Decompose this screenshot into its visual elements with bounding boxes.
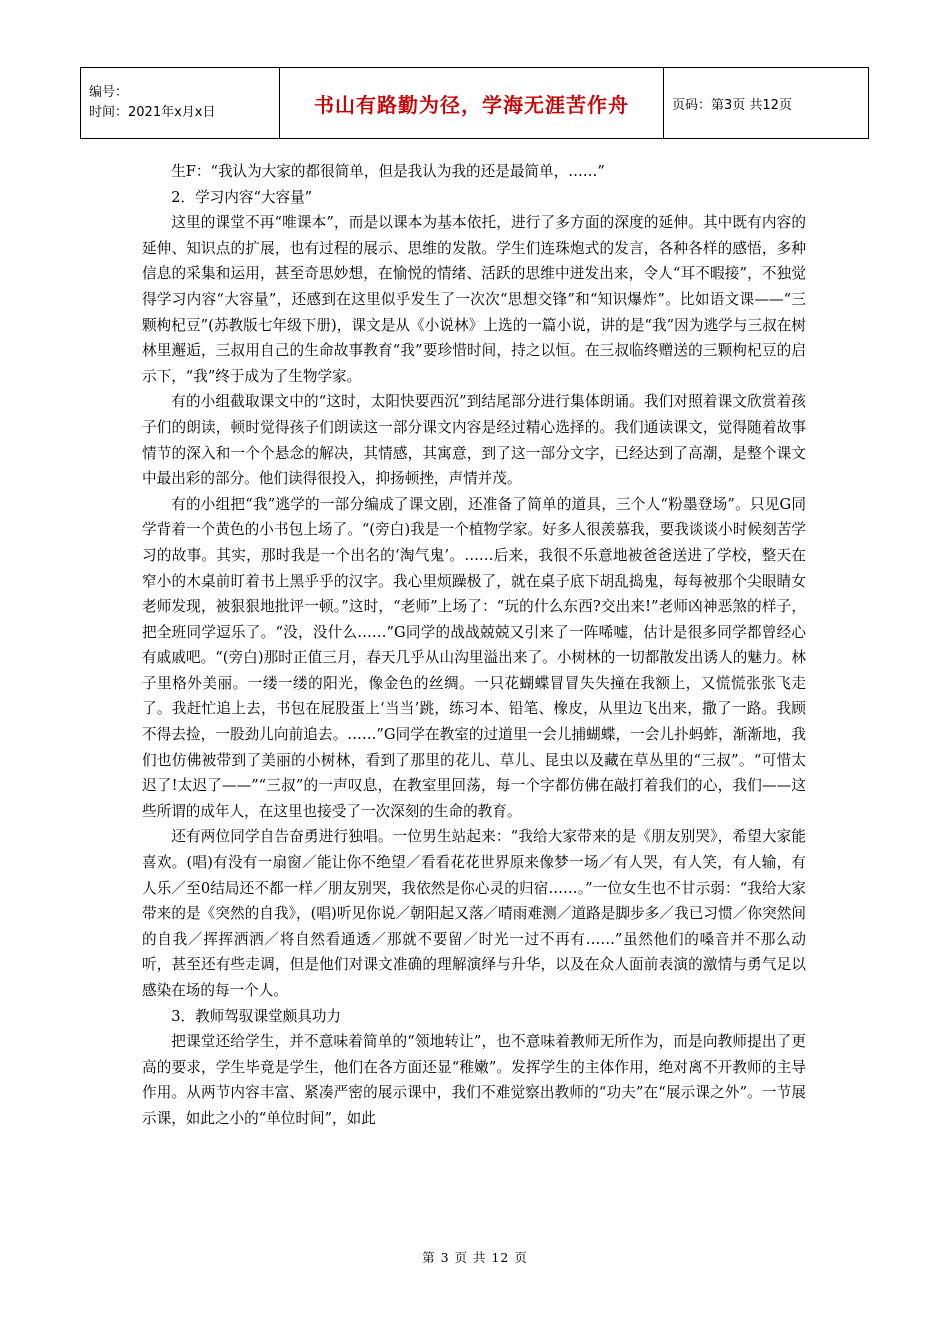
document-time-label: 时间：2021年x月x日 (89, 105, 216, 120)
page-footer: 第 3 页 共 12 页 (422, 1250, 528, 1265)
header-info-cell (81, 68, 280, 139)
section-heading-2: 2．学习内容“大容量” (171, 188, 313, 206)
paragraph-content-extension: 这里的课堂不再“唯课本”，而是以课本为基本依托，进行了多方面的深度的延伸。其中既有内容的延伸、知识点的扩展，也有过程的展示、思维的发散。学生们连珠炮式的发言，各种各样的感悟，多种信息的采集和运用，甚至奇思妙想，在愉悦的情绪、活跃的思维中迸发出来，令人“耳不暇接”，不独觉得学习内容“大容量”，还感到在这里似乎发生了一次次“思想交锋”和“知识爆炸”。比如语文课——“三颗枸杞豆”(苏教版七年级下册)，课文是从《小说林》上选的一篇小说，讲的是“我”因为逃学与三叔在树林里邂逅，三叔用自己的生命故事教育“我”要珍惜时间，持之以恒。在三叔临终赠送的三颗枸杞豆的启示下，“我”终于成为了生物学家。 (142, 214, 806, 385)
header-motto: 书山有路勤为径，学海无涯苦作舟 (314, 92, 629, 117)
paragraph-group-recitation: 有的小组截取课文中的“这时，太阳快要西沉”到结尾部分进行集体朗诵。我们对照着课文欣赏着孩子们的朗读，顿时觉得孩子们朗读这一部分课文内容是经过精心选择的。我们通读课文，觉得随着故事情节的深入和一个个悬念的解决，其情感，其寓意，到了这一部分文字，已经达到了高潮，是整个课文中最出彩的部分。他们读得很投入，抑扬顿挫，声情并茂。 (142, 393, 806, 488)
paragraph-solo-singing: 还有两位同学自告奋勇进行独唱。一位男生站起来：“我给大家带来的是《朋友别哭》，希望大家能喜欢。(唱)有没有一扇窗／能让你不绝望／看看花花世界原来像梦一场／有人哭，有人笑，有人输，有人乐／至0结局还不都一样／朋友别哭，我依然是你心灵的归宿……。”一位女生也不甘示弱：“我给大家带来的是《突然的自我》，(唱)听见你说／朝阳起又落／晴雨难测／道路是脚步多／我已习惯／你突然间的自我／挥挥洒洒／将自然看通透／那就不要留／时光一过不再有……”虽然他们的嗓音并不那么动听，甚至还有些走调，但是他们对课文准确的理解演绎与升华，以及在众人面前表演的激情与勇气足以感染在场的每一个人。 (142, 828, 806, 999)
section-heading-3: 3．教师驾驭课堂颇具功力 (171, 1007, 342, 1025)
document-body (142, 159, 806, 1132)
paragraph-student-f: 生F：“我认为大家的都很简单，但是我认为我的还是最简单，……” (171, 163, 605, 180)
header-page-cell (664, 68, 869, 139)
header-table (80, 67, 869, 139)
document-number-label: 编号： (89, 85, 129, 100)
header-motto-cell (280, 68, 664, 139)
paragraph-teacher-role: 把课堂还给学生，并不意味着简单的“领地转让”，也不意味着教师无所作为，而是向教师提出了更高的要求，学生毕竟是学生，他们在各方面还显“稚嫩”。发挥学生的主体作用，绝对离不开教师的主导作用。从两节内容丰富、紧凑严密的展示课中，我们不难觉察出教师的“功夫”在“展示课之外”。一节展示课，如此之小的“单位时间”，如此 (142, 1033, 806, 1127)
paragraph-classroom-drama: 有的小组把“我”逃学的一部分编成了课文剧，还准备了简单的道具，三个人“粉墨登场”。只见G同学背着一个黄色的小书包上场了。“(旁白)我是一个植物学家。好多人很羡慕我，要我谈谈小时候刻苦学习的故事。其实，那时我是一个出名的‘淘气鬼’。……后来，我很不乐意地被爸爸送进了学校，整天在窄小的木桌前盯着书上黑乎乎的汉字。我心里烦躁极了，就在桌子底下胡乱捣鬼，每每被那个尖眼睛女老师发现，被狠狠地批评一顿。”这时，“老师”上场了：“玩的什么东西?交出来!”老师凶神恶煞的样子，把全班同学逗乐了。“没，没什么……”G同学的战战兢兢又引来了一阵唏嘘，估计是很多同学都曾经心有戚戚吧。“(旁白)那时正值三月，春天几乎从山沟里溢出来了。小树林的一切都散发出诱人的魅力。林子里格外美丽。一缕一缕的阳光，像金色的丝绸。一只花蝴蝶冒冒失失撞在我额上，又慌慌张张飞走了。我赶忙追上去，书包在屁股蛋上‘当当’跳，练习本、铅笔、橡皮，从里边飞出来，撒了一路。我顾不得去捡，一股劲儿向前追去。……”G同学在教室的过道里一会儿捕蝴蝶，一会儿扑蚂蚱，渐渐地，我们也仿佛被带到了美丽的小树林，看到了那里的花儿、草儿、昆虫以及藏在草丛里的“三叔”。“可惜太迟了!太迟了——”“三叔”的一声叹息，在教室里回荡，每一个字都仿佛在敲打着我们的心，我们——这些所谓的成年人，在这里也接受了一次深刻的生命的教育。 (142, 495, 806, 820)
header-page-label: 页码：第3页 共12页 (672, 97, 792, 113)
